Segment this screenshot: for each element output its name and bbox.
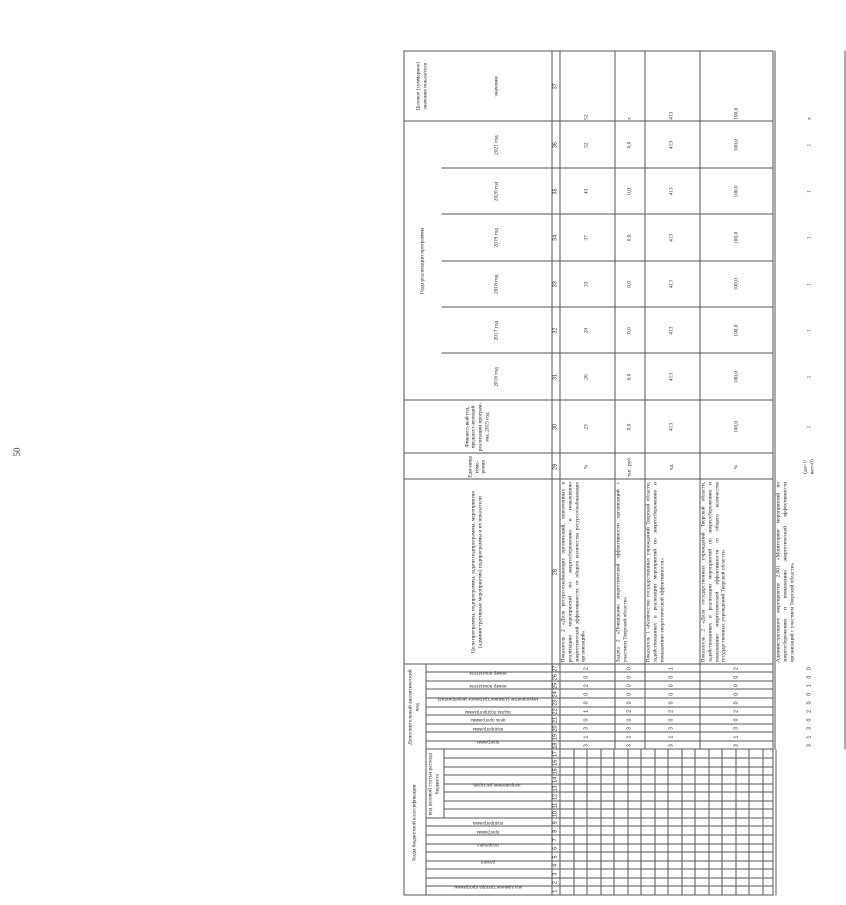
column-number: 15	[552, 768, 559, 775]
row-year-value: 0,0	[626, 373, 633, 381]
row-unit: тыс. руб.	[626, 456, 633, 478]
column-rule	[426, 706, 774, 707]
header-year-label: 2021 год	[493, 135, 500, 155]
header-budget-classification: Коды бюджетной классификации	[411, 784, 418, 861]
row-name: Показатель 1 «Количество государственных учреждений Тверской области, задействованных в реализации мероприятий по энергосбережению и повышению энергетической эффективности»	[645, 481, 665, 663]
column-number: 24	[552, 691, 559, 698]
empty-row-rule	[614, 750, 615, 896]
row-rule	[845, 51, 846, 665]
code-digit: 0	[626, 692, 633, 696]
rotated-analytic-header: подпрограмма	[472, 726, 504, 731]
row-year-value: 33	[583, 281, 590, 287]
header-year-label: 2017 год	[493, 320, 500, 341]
code-digit: 3	[583, 727, 590, 731]
code-digit: 0	[733, 718, 740, 722]
row-target-value: 413	[668, 111, 675, 120]
code-digit: 0	[626, 684, 633, 688]
header-year-label: 2019 год	[493, 228, 500, 248]
code-digit: 2	[583, 684, 590, 688]
column-rule	[444, 809, 774, 810]
code-digit: 2	[733, 709, 740, 713]
code-digit: 1	[626, 735, 633, 739]
rotated-header: программа	[476, 828, 500, 834]
row-unit: ед.	[668, 463, 675, 471]
row-name: Показатель 2 «Доля государственных учреждений Тверской области, задействованных в реализации мероприятий по энергосбережению и повышению энергетической эффективности от общего количества государственных учреждений Тверской области»	[700, 481, 727, 663]
column-rule	[426, 689, 774, 690]
code-digit: 0	[583, 718, 590, 722]
column-number: 14	[552, 776, 559, 783]
code-digit: 0	[583, 692, 590, 696]
row-year-value: 413	[668, 233, 675, 242]
column-number: 5	[552, 855, 559, 859]
row-year-value: 413	[668, 372, 675, 382]
code-digit: 0	[668, 684, 675, 688]
code-digit: 0	[806, 667, 813, 671]
column-rule	[444, 757, 774, 758]
column-number: 12	[552, 794, 559, 801]
table-border-left	[404, 895, 774, 896]
code-digit: 3	[626, 744, 633, 748]
row-year-value: 1	[806, 282, 813, 286]
code-digit: 0	[806, 675, 813, 679]
row-year-value: 100,0	[733, 231, 740, 244]
code-digit: 0	[583, 675, 590, 679]
rotated-analytic-header: задача подпрограммы	[464, 708, 512, 714]
empty-row-rule	[627, 750, 628, 896]
empty-row-rule	[600, 750, 601, 896]
empty-row-rule	[708, 750, 709, 896]
code-digit: 1	[806, 735, 813, 739]
header-unit: Еди-ница изме-рения	[467, 455, 487, 478]
row-unit: (да=1/ нет=0)	[802, 459, 816, 475]
empty-row-rule	[587, 750, 588, 896]
empty-row-rule	[641, 750, 642, 896]
code-digit: 0	[668, 718, 675, 722]
row-unit: %	[733, 464, 740, 470]
empty-row-rule	[762, 750, 763, 896]
empty-row-rule	[722, 750, 723, 896]
header-analytic-code: Дополнительный аналитический код	[407, 669, 421, 745]
row-year-value: 37	[583, 235, 590, 241]
column-rule	[444, 766, 774, 767]
row-target-value: 100,0	[733, 107, 740, 120]
header-years: Годы реализации программы	[419, 227, 426, 295]
code-digit: 0	[668, 701, 675, 705]
rotated-analytic-header: программа	[476, 738, 500, 744]
code-digit: 2	[583, 667, 590, 671]
column-number: 3	[552, 872, 559, 876]
row-year-value: 1	[806, 375, 813, 379]
row-year-value: 100,0	[733, 185, 740, 198]
column-number: 28	[552, 569, 559, 576]
code-digit: 0	[626, 701, 633, 705]
header-year-label: 2020 год	[493, 181, 500, 202]
column-number: 22	[552, 708, 559, 715]
row-year-value: 100,0	[733, 324, 740, 337]
code-digit: 0	[733, 675, 740, 679]
column-number: 20	[552, 725, 559, 732]
code-digit: 0	[626, 675, 633, 679]
column-number: 21	[552, 716, 559, 723]
row-base-value: 1	[806, 425, 813, 429]
header-financial-year: Финансо-вый год, предшест-вующий реализации програм-мы, 2015 год	[464, 402, 491, 452]
code-digit: 3	[733, 744, 740, 748]
row-year-value: 52	[583, 142, 590, 148]
code-digit: 3	[626, 727, 633, 731]
column-number: 35	[552, 188, 559, 195]
column-rule	[426, 732, 774, 733]
rotated-header: код администратора программы	[453, 884, 523, 890]
column-number: 18	[552, 742, 559, 749]
column-number: 16	[552, 759, 559, 766]
header-year-label: 2018 год	[493, 274, 500, 294]
row-year-value: 26	[583, 374, 590, 380]
row-base-value: 413	[668, 422, 675, 432]
column-rule	[426, 680, 774, 681]
code-digit: 3	[668, 727, 675, 731]
column-number: 1	[552, 889, 559, 893]
code-digit: 0	[806, 701, 813, 705]
rotated-analytic-header: номер показателя	[469, 670, 507, 676]
row-unit: %	[583, 464, 590, 470]
code-digit: 0	[583, 701, 590, 705]
code-digit: 2	[806, 709, 813, 713]
code-digit: 3	[733, 727, 740, 731]
rotated-header: подпрограмма	[472, 820, 504, 826]
row-year-value: 0,0	[626, 280, 633, 288]
empty-row-rule	[776, 750, 777, 896]
rotated-header: подраздел	[477, 841, 499, 847]
column-number: 4	[552, 864, 559, 868]
header-year-label: 2016 год	[493, 367, 500, 387]
rotated-analytic-header: номер показателя	[469, 683, 507, 689]
row-name: Задача 2 «Повышение энергетической эффективности организаций с участием Тверской области»	[615, 481, 629, 663]
column-number: 31	[552, 374, 559, 381]
column-number: 36	[552, 142, 559, 149]
column-number: 37	[552, 83, 559, 90]
row-year-value: 1	[806, 236, 813, 240]
code-digit: 3	[806, 727, 813, 731]
code-digit: 1	[733, 735, 740, 739]
code-digit: 0	[626, 667, 633, 671]
column-number: 27	[552, 665, 559, 672]
row-base-value: 0,0	[626, 423, 633, 431]
column-rule	[444, 800, 774, 801]
column-number: 23	[552, 699, 559, 706]
empty-row-rule	[749, 750, 750, 896]
row-name: Показатель 2 «Доля ресурсоснабжающих организаций, вовлеченных в реализацию мероприятий по энергосбережению и повышению энергетической эффективности, от общего количества ресурсоснабжающих организаций»	[560, 481, 587, 663]
row-year-value: 0,0	[626, 234, 633, 242]
code-digit: 1	[583, 735, 590, 739]
column-number: 34	[552, 234, 559, 241]
page-number: 50	[12, 447, 22, 457]
rotated-analytic-header: мероприятие (административное мероприятие)	[437, 696, 539, 702]
row-year-value: 0,0	[626, 188, 633, 195]
row-year-value: 413	[668, 187, 675, 196]
row-year-value: 43	[583, 188, 590, 195]
empty-row-rule	[654, 750, 655, 896]
empty-row-rule	[668, 750, 669, 896]
code-digit: 1	[806, 684, 813, 688]
code-digit: 2	[668, 709, 675, 713]
row-base-value: 23	[583, 424, 590, 430]
rotated-header: раздел	[481, 858, 495, 864]
column-number: 19	[552, 734, 559, 741]
column-rule	[444, 792, 774, 793]
row-year-value: 1	[806, 190, 813, 193]
code-digit: 0	[626, 718, 633, 722]
row-year-value: 1	[806, 143, 813, 147]
row-year-value: 413	[668, 280, 675, 289]
column-number: 26	[552, 674, 559, 681]
rotated-analytic-header: цель программы	[470, 717, 506, 723]
column-rule	[444, 775, 774, 776]
row-base-value: 100,0	[733, 420, 740, 434]
row-year-value: 0,0	[626, 327, 633, 335]
code-digit: 0	[668, 692, 675, 696]
row-year-value: 100,0	[733, 370, 740, 384]
column-number: 33	[552, 281, 559, 288]
header-target: Целевое (суммарное) значение показателя	[415, 61, 429, 111]
row-year-value: 413	[668, 141, 675, 150]
code-digit: 3	[668, 744, 675, 748]
code-digit: 2	[733, 667, 740, 671]
empty-row-rule	[573, 750, 574, 896]
header-value: значение	[493, 75, 500, 97]
column-number: 10	[552, 811, 559, 818]
code-digit: 0	[806, 718, 813, 722]
header-kcsr: код целевой статьи расхода бюджета	[427, 752, 441, 816]
column-number: 9	[552, 821, 559, 825]
column-number: 6	[552, 846, 559, 850]
empty-row-rule	[695, 750, 696, 896]
header-goal-name: Цели программы, подпрограммы, задачи подпрограммы, мероприятия (административные мероприятия) подпрограммы и их показатели	[470, 491, 484, 654]
column-number: 17	[552, 751, 559, 758]
code-digit: 0	[733, 701, 740, 705]
column-rule	[426, 715, 774, 716]
code-digit: 0	[733, 684, 740, 688]
rotated-header: направление расходов	[473, 781, 521, 787]
row-target-value: х	[626, 117, 633, 120]
column-number: 8	[552, 829, 559, 833]
column-number: 25	[552, 682, 559, 689]
empty-row-rule	[681, 750, 682, 896]
code-digit: 3	[583, 744, 590, 748]
code-digit: 0	[806, 692, 813, 696]
code-digit: 2	[626, 709, 633, 713]
column-number: 30	[552, 423, 559, 430]
code-digit: 3	[806, 744, 813, 748]
column-rule	[426, 723, 774, 724]
row-year-value: 0,0	[626, 141, 633, 149]
row-year-value: 28	[583, 327, 590, 334]
program-table	[404, 51, 816, 896]
column-number: 13	[552, 785, 559, 792]
row-target-value: х	[806, 117, 813, 120]
empty-row-rule	[735, 750, 736, 896]
code-digit: 1	[668, 735, 675, 739]
row-year-value: 413	[668, 326, 675, 335]
row-year-value: 100,0	[733, 278, 740, 291]
column-number: 11	[552, 802, 559, 809]
code-digit: 1	[668, 667, 675, 671]
row-year-value: 100,0	[733, 139, 740, 152]
column-number: 29	[552, 463, 559, 470]
code-digit: 0	[733, 692, 740, 696]
row-target-value: 52	[583, 114, 590, 120]
code-digit: 1	[583, 709, 590, 713]
column-number: 2	[552, 881, 559, 885]
column-number: 32	[552, 327, 559, 334]
row-name: Административное мероприятие 2.001 «Мониторинг мероприятий по энергосбережению и повышению энергетической эффективности организаций с участием Тверской области»	[775, 481, 795, 663]
column-number: 7	[552, 838, 559, 842]
code-digit: 0	[668, 675, 675, 679]
row-year-value: 1	[806, 329, 813, 332]
